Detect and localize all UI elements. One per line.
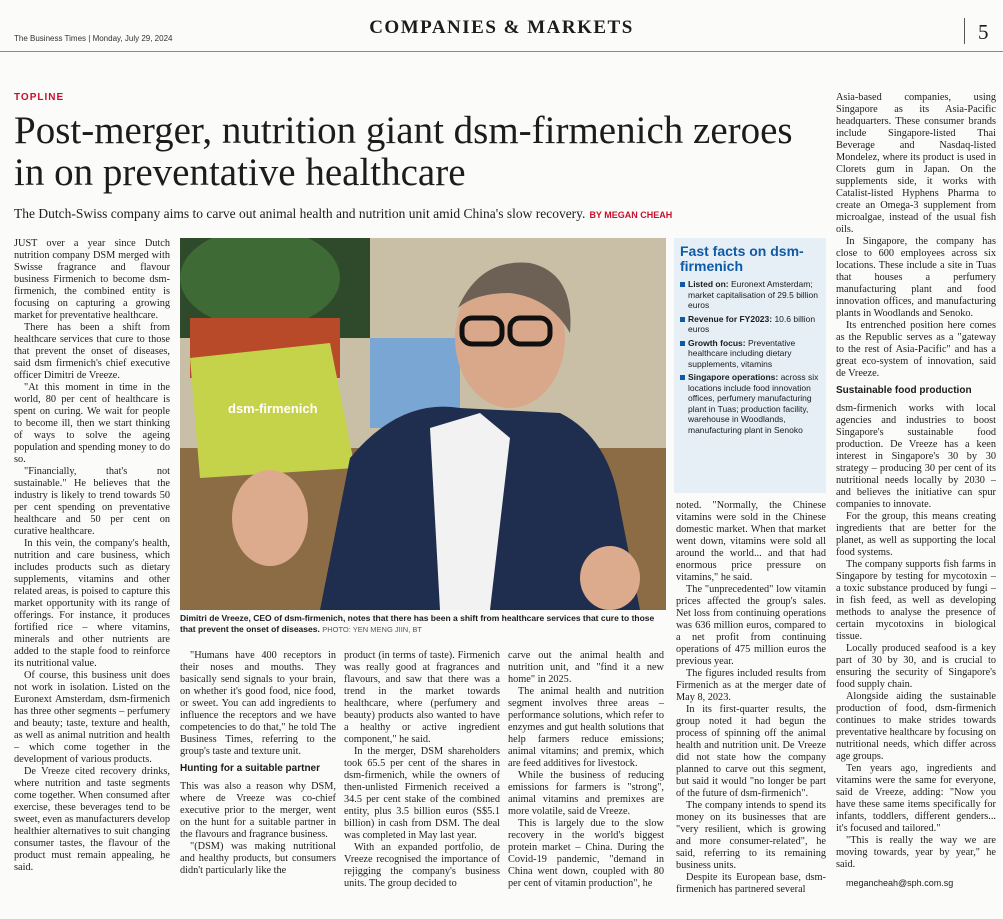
author-email: megancheah@sph.com.sg xyxy=(846,878,954,888)
page-number-divider xyxy=(964,18,965,44)
paragraph: There has been a shift from healthcare services that cure to those that prevent the onset of diseases, said dsm firmenich's chief executive officer Dimitri de Vreeze. xyxy=(14,322,170,381)
article-column-5 xyxy=(676,500,826,906)
paragraph: Despite its European base, dsm-firmenich has partnered several xyxy=(676,872,826,895)
fast-fact-item xyxy=(680,372,820,435)
article-column-4 xyxy=(508,650,664,906)
fast-fact-item xyxy=(680,338,820,370)
paragraph: With an expanded portfolio, de Vreeze recognised the importance of rejigging the company's business units. The group decided to xyxy=(344,842,500,889)
fast-fact-text: Preventative healthcare including dietary supplements, vitamins xyxy=(688,337,796,369)
fast-facts-title: Fast facts on dsm-firmenich xyxy=(680,243,804,274)
fast-fact-label: Listed on: xyxy=(688,279,729,289)
article-column-6 xyxy=(836,92,996,906)
paragraph: In Singapore, the company has close to 600 employees across six locations. These include a site in Tuas that houses a perfumery manufacturing plant and food innovation offices, and manufacturing plants in Woodlands and Senoko. xyxy=(836,236,996,319)
caption-text: Dimitri de Vreeze, CEO of dsm-firmenich, notes that there has been a shift from healthcare services that cure to those that prevent the onset of diseases. xyxy=(180,613,655,634)
page-number: 5 xyxy=(978,20,989,44)
paragraph: The company intends to spend its money on its businesses that are "very resilient, which is growing and more consumer-related", he said, referring to its remaining business units. xyxy=(676,800,826,871)
fast-fact-item xyxy=(680,279,820,311)
article-column-3 xyxy=(344,650,500,906)
paragraph: De Vreeze cited recovery drinks, where nutrition and taste segments come together. When consumed after exercise, these beverages tend to be sweet, even as manufacturers develop healthier alternatives to suit changing consumer tastes, the flavour of the product must remain appealing, he said. xyxy=(14,766,170,873)
paragraph: "At this moment in time in the world, 80 per cent of healthcare is spent on curing. We wait for people to become ill, then we start thinking of ways to solve the ageing population and spending money to do so. xyxy=(14,382,170,465)
paragraph: "(DSM) was making nutritional and healthy products, but consumers didn't particularly like the xyxy=(180,841,336,876)
byline: BY MEGAN CHEAH xyxy=(589,210,673,220)
paragraph: This was also a reason why DSM, where de Vreeze was co-chief executive prior to the merger, went on the hunt for a suitable partner in the flavours and fragrance business. xyxy=(180,781,336,840)
paragraph: "Humans have 400 receptors in their noses and mouths. They basically send signals to your brain, on whether it's good food, nice food, or sweet. You can add ingredients to influence the receptors and we have competencies to do that," he told The Business Times, referring to the group's taste and texture unit. xyxy=(180,650,336,757)
paragraph: Ten years ago, ingredients and vitamins were the same for everyone, said de Vreeze, adding: "Now you have these same items specifically for infants, toddlers, different genders... it's focused and tailored." xyxy=(836,763,996,834)
dek-text: The Dutch-Swiss company aims to carve out animal health and nutrition unit amid China's slow recovery. xyxy=(14,206,586,221)
fast-facts-list xyxy=(680,279,820,435)
paragraph: The company supports fish farms in Singapore by testing for mycotoxin – a toxic substance produced by fungi – in fish feed, as well as developing methods to analyse the presence of certain mycotoxins in biological tissue. xyxy=(836,559,996,642)
paragraph: Asia-based companies, using Singapore as its Asia-Pacific headquarters. These consumer brands include Singapore-listed Thai Beverage and Nasdaq-listed Mondelez, where its product is used in Clorets gum in Japan. On the supplements side, it works with Catalist-listed Hyphens Pharma to create an Omega-3 supplement from microalgae, instead of the usual fish oils. xyxy=(836,92,996,235)
paragraph: In the merger, DSM shareholders took 65.5 per cent of the shares in dsm-firmenich, while the owners of then-unlisted Firmenich received a 34.5 per cent stake of the combined entity, plus 3.5 billion euros (S$5.1 billion) in cash from DSM. The deal was completed in May last year. xyxy=(344,746,500,841)
paragraph: dsm-firmenich works with local agencies and industries to boost Singapore's sustainable food production. De Vreeze has a keen interest in Singapore's 30 by 30 strategy – producing 30 per cent of its nutritional needs locally by 2030 – and believes the initiative can spur companies to innovate. xyxy=(836,403,996,510)
section-title: COMPANIES & MARKETS xyxy=(369,17,634,38)
fast-facts-box xyxy=(674,238,826,493)
paragraph: noted. "Normally, the Chinese vitamins were sold in the Chinese domestic market. When that market went down, vitamins were sold all around the world... and that had enormous price pressure on vitamins," he said. xyxy=(676,500,826,583)
paragraph: Locally produced seafood is a key part of 30 by 30, and is crucial to ensuring the security of Singapore's food supply chain. xyxy=(836,643,996,690)
paragraph: Of course, this business unit does not work in isolation. Listed on the Euronext Amsterdam, dsm-firmenich has three other segments – perfumery and beauty; taste, texture and health, as well as animal nutrition and health – which come together in the development of various products. xyxy=(14,670,170,765)
paragraph: "Financially, that's not sustainable." He believes that the industry is likely to trend towards 50 per cent spending on preventative healthcare and 50 per cent on curative healthcare. xyxy=(14,466,170,537)
bag-brand-text: dsm-firmenich xyxy=(228,401,318,416)
fast-fact-text: 10.6 billion euros xyxy=(688,313,816,334)
page-header xyxy=(0,0,1003,52)
subheading: Sustainable food production xyxy=(836,385,972,396)
standfirst xyxy=(14,206,834,222)
fast-fact-text: across six locations include food innovation offices, perfumery manufacturing plant in Tuas; production facility, warehouse in Woodlands, manufacturing plant in Senoko xyxy=(688,372,819,435)
paragraph: Alongside aiding the sustainable production of food, dsm-firmenich continues to make strides towards preventative healthcare by focusing on nutritional needs, which differ across age groups. xyxy=(836,691,996,762)
article-photo xyxy=(180,238,666,610)
paragraph: Its entrenched position here comes as the Republic serves as a "gateway to the rest of Asia-Pacific" and has a great eco-system of innovation, said de Vreeze. xyxy=(836,320,996,379)
photo-illustration xyxy=(180,238,666,610)
paragraph: JUST over a year since Dutch nutrition company DSM merged with Swisse fragrance and flavour business Firmenich to become dsm-firmenich, the combined entity is focusing on capturing a growing market for preventative healthcare. xyxy=(14,238,170,321)
article-column-1 xyxy=(14,238,170,906)
paragraph: For the group, this means creating ingredients that are better for the planet, as well as supporting the local food systems. xyxy=(836,511,996,558)
kicker: TOPLINE xyxy=(14,92,65,103)
article-column-2 xyxy=(180,650,336,906)
headline: Post-merger, nutrition giant dsm-firmenich zeroes in on preventative healthcare xyxy=(14,109,793,194)
issue-date: Monday, July 29, 2024 xyxy=(92,34,173,43)
paragraph: carve out the animal health and nutrition unit, and "find it a new home" in 2025. xyxy=(508,650,664,685)
masthead-dateline: The Business Times | Monday, July 29, 2024 xyxy=(14,34,173,43)
paragraph: While the business of reducing emissions for farmers is "strong", animal vitamins and premixes are more volatile, said de Vreeze. xyxy=(508,770,664,817)
fast-fact-label: Singapore operations: xyxy=(688,372,779,382)
paragraph: In this vein, the company's health, nutrition and care business, which includes products such as dietary supplements, vitamins and other related areas, is poised to capture this market opportunity with its range of offerings. For instance, it produces fortified rice – where vitamins, minerals and other nutrients are added to the staple food to reinforce its nutritional value. xyxy=(14,538,170,669)
fast-fact-label: Revenue for FY2023: xyxy=(688,313,773,324)
fast-fact-text: Euronext Amsterdam; market capitalisation of 29.5 billion euros xyxy=(688,279,818,310)
paragraph: In its first-quarter results, the group noted it had begun the process of spinning off the animal health and nutrition unit. De Vreeze did not state how the company planned to carve out this segment, but said it would "no longer be part of the future of dsm-firmenich". xyxy=(676,704,826,799)
paragraph: The animal health and nutrition segment involves three areas – performance solutions, which refer to enzymes and gut health solutions that help farmers reduce emissions; animal vitamins; and premix, which are feed additives for livestock. xyxy=(508,686,664,769)
publication-name: The Business Times xyxy=(14,34,87,43)
photo-caption xyxy=(180,613,666,635)
subheading: Hunting for a suitable partner xyxy=(180,763,321,774)
paragraph: This is largely due to the slow recovery in the world's biggest protein market – China. During the Covid-19 pandemic, "demand in China went down, coupled with 80 per cent of vitamin production", he xyxy=(508,818,664,889)
photo-credit: PHOTO: YEN MENG JIIN, BT xyxy=(322,624,422,634)
paragraph: product (in terms of taste). Firmenich was really good at fragrances and flavours, and saw that there was a trend in the market towards healthcare, where (perfumery and beauty) products also wanted to have a healthy or active ingredient component," he said. xyxy=(344,650,500,745)
fast-fact-item xyxy=(680,314,820,335)
paragraph: "This is really the way we are moving towards, year by year," he said. xyxy=(836,835,996,870)
paragraph: The figures included results from Firmenich as at the merger date of May 8, 2023. xyxy=(676,668,826,703)
fast-fact-label: Growth focus: xyxy=(688,337,746,348)
paragraph: The "unprecedented" low vitamin prices affected the group's sales. Net loss from continuing operations was 636 million euros, compared to a net profit from continuing operations of 475 million euros the previous year. xyxy=(676,584,826,667)
